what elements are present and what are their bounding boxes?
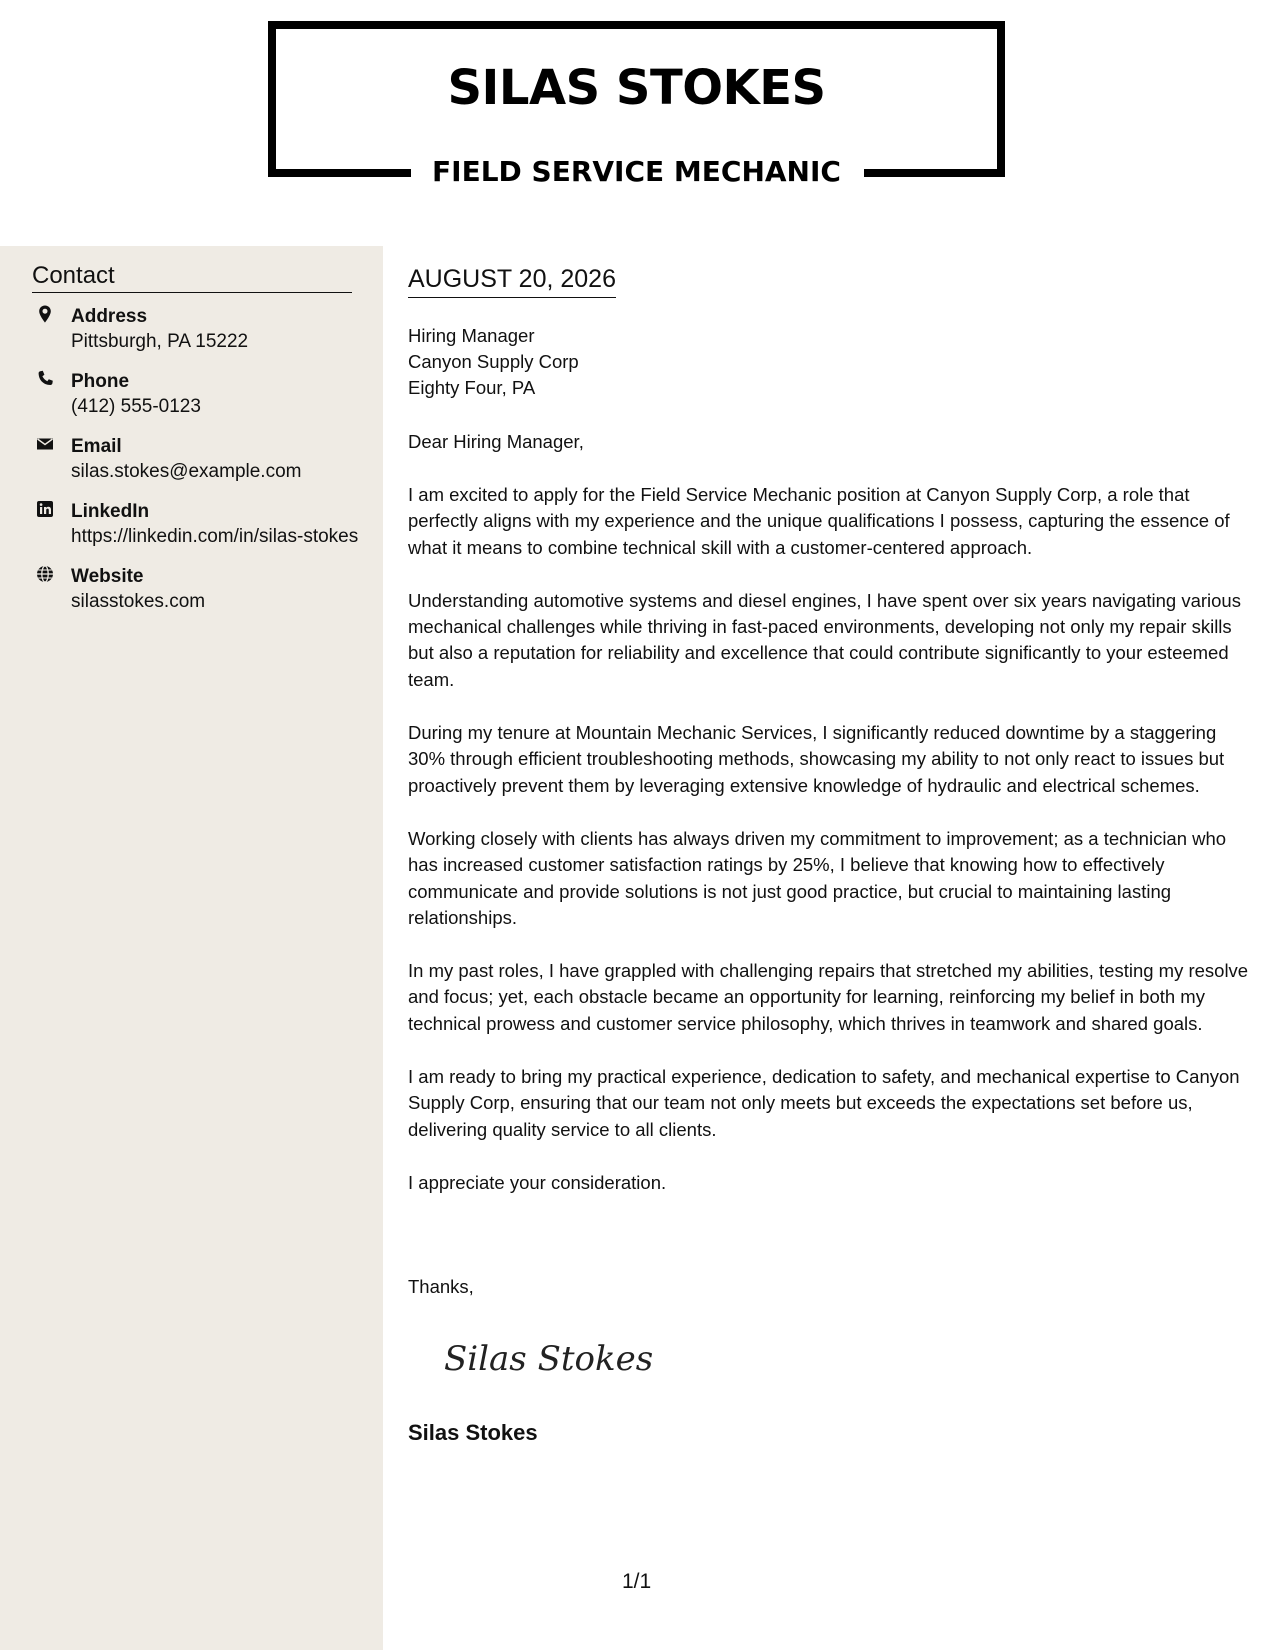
salutation: Dear Hiring Manager, — [408, 431, 584, 452]
paragraph: In my past roles, I have grappled with challenging repairs that stretched my abilities, testing my resolve and focus; yet, each obstacle became an opportunity for learning, reinforcing my belief in both my technical prowess and customer service philosophy, which thrives in teamwork and shared goals. — [408, 960, 1249, 1034]
page-number: 1/1 — [622, 1570, 652, 1593]
contact-value-address: Pittsburgh, PA 15222 — [71, 331, 249, 352]
contact-list — [32, 304, 362, 629]
signature-text: Silas Stokes — [444, 1339, 654, 1379]
linkedin-icon — [35, 499, 55, 519]
contact-sidebar — [0, 246, 383, 1650]
applicant-name: SILAS STOKES — [447, 60, 826, 116]
location-pin-icon — [35, 304, 55, 324]
paragraph: Working closely with clients has always driven my commitment to improvement; as a technician who has increased customer satisfaction ratings by 25%, I believe that knowing how to effectively communicate and provide solutions is not just good practice, but crucial to maintaining lasting relationships. — [408, 827, 1227, 928]
contact-value-email: silas.stokes@example.com — [71, 461, 302, 482]
contact-heading: Contact — [32, 262, 352, 293]
signer-name: Silas Stokes — [408, 1420, 538, 1445]
contact-item-email — [32, 434, 362, 484]
contact-value-website[interactable]: silasstokes.com — [71, 591, 206, 612]
contact-item-address — [32, 304, 362, 354]
contact-label-linkedin: LinkedIn — [71, 501, 150, 522]
contact-value-linkedin[interactable]: https://linkedin.com/in/silas-stokes — [71, 526, 359, 547]
contact-item-phone — [32, 369, 362, 419]
closing: Thanks, — [408, 1276, 474, 1297]
envelope-icon — [35, 434, 55, 454]
paragraph: Understanding automotive systems and diesel engines, I have spent over six years navigating various mechanical challenges while thriving in fast-paced environments, developing not only my repair skills but also a reputation for reliability and excellence that could contribute significantly to your esteemed team. — [408, 589, 1241, 690]
globe-icon — [35, 564, 55, 584]
contact-label-address: Address — [71, 306, 148, 327]
handwritten-signature — [440, 1328, 660, 1388]
paragraph: During my tenure at Mountain Mechanic Services, I significantly reduced downtime by a staggering 30% through efficient troubleshooting methods, showcasing my ability to not only react to issues but proactively prevent them by leveraging extensive knowledge of hydraulic and electrical schemes. — [408, 722, 1225, 796]
paragraph: I am excited to apply for the Field Service Mechanic position at Canyon Supply Corp, a role that perfectly aligns with my experience and the unique qualifications I possess, capturing the essence of what it means to combine technical skill with a customer-centered approach. — [408, 484, 1230, 558]
contact-item-linkedin — [32, 499, 362, 549]
resume-header — [0, 0, 1275, 246]
contact-label-website: Website — [71, 566, 144, 587]
paragraph: I appreciate your consideration. — [408, 1171, 667, 1193]
contact-label-phone: Phone — [71, 371, 130, 392]
recipient-block — [408, 323, 579, 401]
letter-date: AUGUST 20, 2026 — [408, 265, 616, 298]
contact-value-phone: (412) 555-0123 — [71, 396, 201, 417]
contact-label-email: Email — [71, 436, 122, 457]
paragraph: I am ready to bring my practical experience, dedication to safety, and mechanical expertise to Canyon Supply Corp, ensuring that our team not only meets but exceeds the expectations set before us, delivering quality service to all clients. — [408, 1066, 1240, 1140]
recipient-location: Eighty Four, PA — [408, 377, 536, 398]
recipient-company: Canyon Supply Corp — [408, 351, 579, 372]
contact-item-website — [32, 564, 362, 614]
phone-icon — [35, 369, 55, 389]
recipient-title: Hiring Manager — [408, 325, 535, 346]
letter-paragraphs — [408, 482, 1253, 1223]
job-title: FIELD SERVICE MECHANIC — [432, 155, 841, 188]
